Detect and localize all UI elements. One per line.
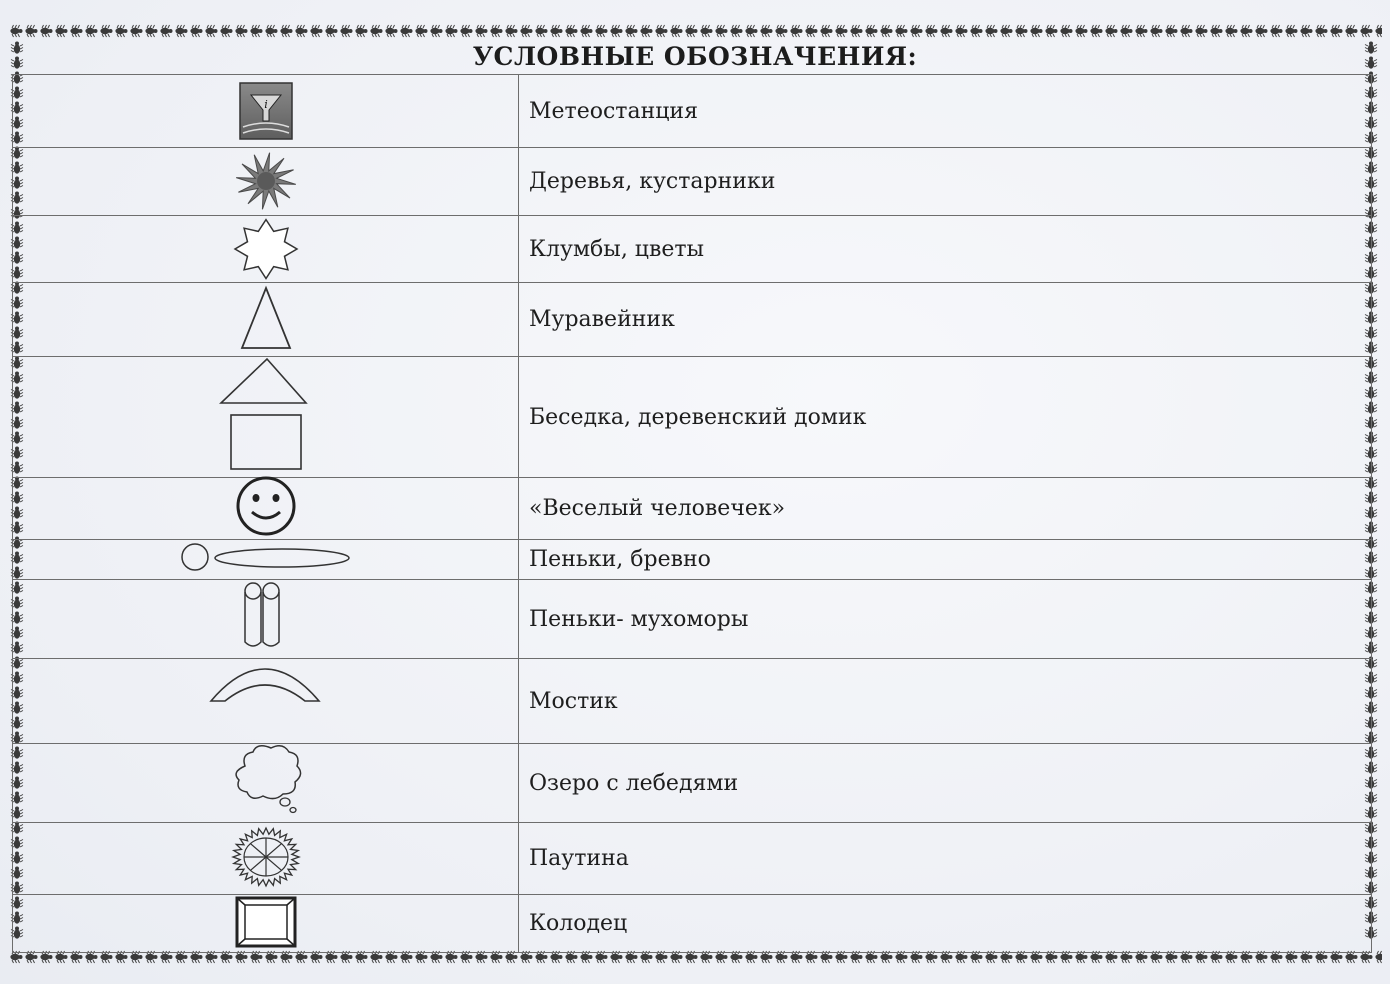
border-bug-icon bbox=[310, 25, 322, 37]
border-bug-icon bbox=[1075, 25, 1087, 37]
border-bug-icon bbox=[130, 25, 142, 37]
legend-label: Озеро с лебедями bbox=[519, 744, 1372, 823]
border-bug-icon bbox=[325, 25, 337, 37]
border-bug-icon bbox=[190, 25, 202, 37]
legend-label: «Веселый человечек» bbox=[519, 478, 1372, 540]
border-bug-icon bbox=[355, 25, 367, 37]
border-bug-icon bbox=[100, 25, 112, 37]
border-bug-icon bbox=[1135, 25, 1147, 37]
border-bug-icon bbox=[1315, 25, 1327, 37]
border-bug-icon bbox=[1360, 25, 1372, 37]
legend-label: Метеостанция bbox=[519, 75, 1372, 148]
lake-swans-icon bbox=[13, 744, 518, 822]
legend-label: Муравейник bbox=[519, 283, 1372, 357]
border-bug-icon bbox=[1000, 25, 1012, 37]
border-bug-icon bbox=[595, 25, 607, 37]
border-bug-icon bbox=[985, 25, 997, 37]
border-bug-icon bbox=[280, 25, 292, 37]
table-row bbox=[13, 659, 1372, 744]
border-bug-icon bbox=[415, 25, 427, 37]
border-bug-icon bbox=[940, 25, 952, 37]
table-row bbox=[13, 895, 1372, 953]
border-bug-icon bbox=[220, 25, 232, 37]
gazebo-house-icon bbox=[13, 357, 518, 477]
border-bug-icon bbox=[1270, 25, 1282, 37]
border-bug-icon bbox=[520, 25, 532, 37]
border-bug-icon bbox=[535, 25, 547, 37]
border-bug-icon bbox=[580, 25, 592, 37]
border-bug-icon bbox=[850, 25, 862, 37]
border-bug-icon bbox=[445, 25, 457, 37]
border-bug-icon bbox=[1015, 25, 1027, 37]
border-bug-icon bbox=[40, 25, 52, 37]
border-bug-icon bbox=[175, 25, 187, 37]
legend-label: Мостик bbox=[519, 659, 1372, 744]
page-title: УСЛОВНЫЕ ОБОЗНАЧЕНИЯ: bbox=[472, 42, 918, 71]
table-row bbox=[13, 478, 1372, 540]
weather-station-icon bbox=[13, 75, 518, 147]
legend-label: Клумбы, цветы bbox=[519, 216, 1372, 283]
border-bug-icon bbox=[205, 25, 217, 37]
border-bug-icon bbox=[715, 25, 727, 37]
well-icon bbox=[13, 895, 518, 952]
border-bug-icon bbox=[265, 25, 277, 37]
border-bug-icon bbox=[685, 25, 697, 37]
border-bug-icon bbox=[1240, 25, 1252, 37]
legend-table bbox=[12, 74, 1372, 953]
border-bug-icon bbox=[1150, 25, 1162, 37]
table-row bbox=[13, 540, 1372, 580]
border-bug-icon bbox=[475, 25, 487, 37]
trees-shrubs-icon bbox=[13, 148, 518, 215]
border-bug-icon bbox=[385, 25, 397, 37]
border-bug-icon bbox=[25, 25, 37, 37]
border-bug-icon bbox=[805, 25, 817, 37]
border-bug-icon bbox=[1210, 25, 1222, 37]
border-bug-icon bbox=[10, 25, 22, 37]
border-bug-icon bbox=[835, 25, 847, 37]
border-bug-icon bbox=[670, 25, 682, 37]
table-row bbox=[13, 823, 1372, 895]
bridge-icon bbox=[13, 659, 518, 743]
spiderweb-icon bbox=[13, 823, 518, 894]
table-row bbox=[13, 216, 1372, 283]
border-bug-icon bbox=[1090, 25, 1102, 37]
border-bug-icon bbox=[1180, 25, 1192, 37]
border-bug-icon bbox=[790, 25, 802, 37]
border-bug-icon bbox=[1225, 25, 1237, 37]
legend-label: Колодец bbox=[519, 895, 1372, 953]
border-bug-icon bbox=[1255, 25, 1267, 37]
border-bug-icon bbox=[370, 25, 382, 37]
flowerbed-icon bbox=[13, 216, 518, 282]
border-bug-icon bbox=[55, 25, 67, 37]
border-bug-icon bbox=[1120, 25, 1132, 37]
border-bug-icon bbox=[430, 25, 442, 37]
border-bug-icon bbox=[1375, 25, 1382, 37]
border-bug-icon bbox=[340, 25, 352, 37]
border-bug-icon bbox=[1345, 25, 1357, 37]
table-row bbox=[13, 580, 1372, 659]
table-row bbox=[13, 283, 1372, 357]
border-bug-icon bbox=[910, 25, 922, 37]
legend-label: Деревья, кустарники bbox=[519, 148, 1372, 216]
border-bug-icon bbox=[745, 25, 757, 37]
border-bug-icon bbox=[1165, 25, 1177, 37]
table-row bbox=[13, 148, 1372, 216]
legend-label: Беседка, деревенский домик bbox=[519, 357, 1372, 478]
border-bug-icon bbox=[700, 25, 712, 37]
border-bug-icon bbox=[160, 25, 172, 37]
border-bug-icon bbox=[610, 25, 622, 37]
border-bug-icon bbox=[1195, 25, 1207, 37]
border-bug-icon bbox=[1330, 25, 1342, 37]
border-bug-icon bbox=[250, 25, 262, 37]
border-bug-icon bbox=[880, 25, 892, 37]
border-bug-icon bbox=[925, 25, 937, 37]
border-bug-icon bbox=[655, 25, 667, 37]
border-bug-icon bbox=[625, 25, 637, 37]
border-bug-icon bbox=[1060, 25, 1072, 37]
border-bug-icon bbox=[505, 25, 517, 37]
smiley-icon bbox=[13, 478, 518, 539]
border-bug-icon bbox=[1300, 25, 1312, 37]
border-bug-icon bbox=[550, 25, 562, 37]
border-bug-icon bbox=[85, 25, 97, 37]
border-bug-icon bbox=[490, 25, 502, 37]
anthill-icon bbox=[13, 283, 518, 356]
mushroom-stumps-icon bbox=[13, 580, 518, 658]
border-bug-icon bbox=[1285, 25, 1297, 37]
legend-label: Паутина bbox=[519, 823, 1372, 895]
border-bug-icon bbox=[1030, 25, 1042, 37]
border-bug-icon bbox=[640, 25, 652, 37]
table-row bbox=[13, 75, 1372, 148]
border-bug-icon bbox=[955, 25, 967, 37]
border-bug-icon bbox=[1105, 25, 1117, 37]
border-bug-icon bbox=[775, 25, 787, 37]
border-bug-icon bbox=[145, 25, 157, 37]
border-bug-icon bbox=[70, 25, 82, 37]
border-bug-icon bbox=[865, 25, 877, 37]
legend-label: Пеньки, бревно bbox=[519, 540, 1372, 580]
border-bug-icon bbox=[730, 25, 742, 37]
border-bug-icon bbox=[1375, 951, 1382, 963]
stumps-log-icon bbox=[13, 540, 518, 579]
border-bug-icon bbox=[820, 25, 832, 37]
border-bug-icon bbox=[565, 25, 577, 37]
border-bug-icon bbox=[895, 25, 907, 37]
border-bug-icon bbox=[235, 25, 247, 37]
border-bug-icon bbox=[970, 25, 982, 37]
border-bug-icon bbox=[295, 25, 307, 37]
border-bug-icon bbox=[400, 25, 412, 37]
border-bug-icon bbox=[1045, 25, 1057, 37]
table-row bbox=[13, 744, 1372, 823]
border-bug-icon bbox=[115, 25, 127, 37]
decorative-border-top bbox=[8, 20, 1382, 42]
legend-label: Пеньки- мухоморы bbox=[519, 580, 1372, 659]
border-bug-icon bbox=[760, 25, 772, 37]
border-bug-icon bbox=[460, 25, 472, 37]
table-row bbox=[13, 357, 1372, 478]
svg-text:i: i bbox=[264, 98, 268, 111]
